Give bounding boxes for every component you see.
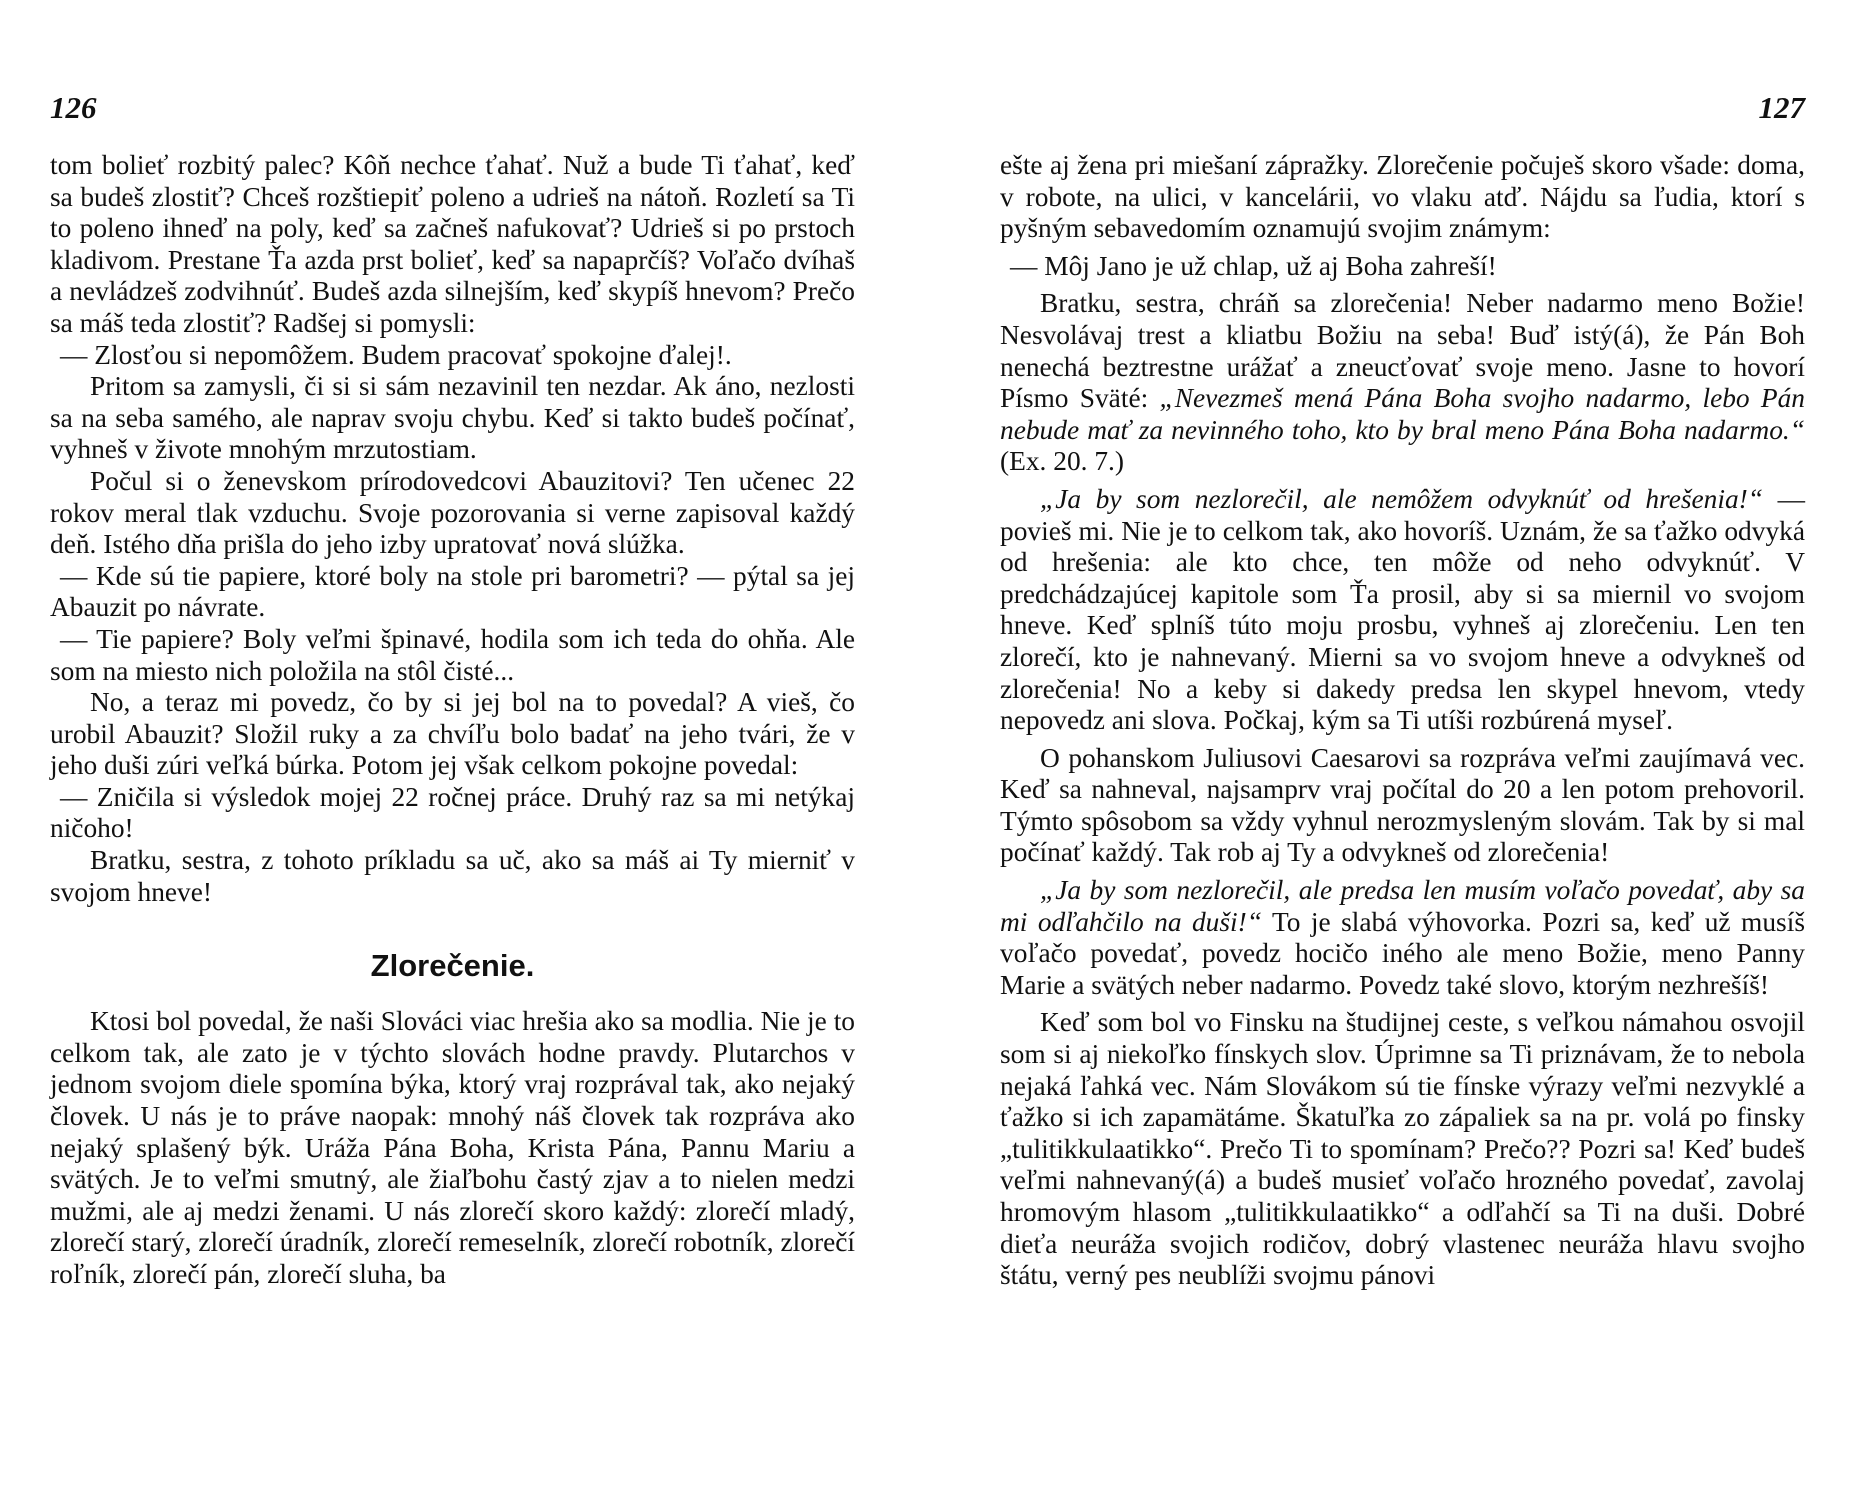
paragraph <box>1000 484 1805 737</box>
quote: „Ja by som nezlorečil, ale predsa len musím voľačo povedať, aby sa mi odľahčilo na duši!“ <box>1000 875 1805 937</box>
page-body <box>1000 150 1805 1292</box>
scripture-reference: (Ex. 20. 7.) <box>1000 446 1124 477</box>
paragraph <box>1000 288 1805 478</box>
paragraph: O pohanskom Juliusovi Caesarovi sa rozpráva veľmi zaujímavá vec. Keď sa nahneval, najsamprv vraj počítal do 20 a len potom prehovoril. Týmto spôsobom sa vždy vyhnul nerozmysleným slovám. Tak by si mal počínať každý. Tak rob aj Ty a odvykneš od zlorečenia! <box>1000 742 1805 868</box>
paragraph <box>1000 875 1805 1001</box>
paragraph: tom bolieť rozbitý palec? Kôň nechce ťahať. Nuž a bude Ti ťahať, keď sa budeš zlostiť? Chceš rozštiepiť poleno a udrieš na nátoň. Rozletí sa Ti to poleno ihneď na poly, keď sa začneš nafukovať? Udrieš si po prstoch kladivom. Prestane Ťa azda prst bolieť, keď sa napaprčíš? Voľačo dvíhaš a nevládzeš zodvihnúť. Budeš azda silnejším, keď skypíš hnevom? Prečo sa máš teda zlostiť? Radšej si pomysli: <box>50 150 855 338</box>
paragraph: Keď som bol vo Finsku na študijnej ceste, s veľkou námahou osvojil som si aj niekoľko fínskych slov. Úprimne sa Ti priznávam, že to nebola nejaká ľahká vec. Nám Slovákom sú tie fínske výrazy veľmi nezvyklé a ťažko si ich zapamätáme. Škatuľka zo zápaliek sa na pr. volá po finsky „tulitikkulaatikko“. Prečo Ti to spomínam? Prečo?? Pozri sa! Keď budeš veľmi nahnevaný(á) a budeš musieť voľačo hrozného povedať, zavolaj hromovým hlasom „tulitikkulaatikko“ a odľahčí sa Ti na duši. Dobré dieťa neuráža svojich rodičov, dobrý vlastenec neuráža hlavu svojho štátu, verný pes neublíži svojmu pánovi <box>1000 1007 1805 1291</box>
paragraph: Počul si o ženevskom prírodovedcovi Abauzitovi? Ten učenec 22 rokov meral tlak vzduchu. Svoje pozorovania si verne zapisoval každý deň. Istého dňa prišla do jeho izby upratovať nová slúžka. <box>50 465 855 560</box>
dialogue-line: — Zničila si výsledok mojej 22 ročnej práce. Druhý raz sa mi netýkaj ničoho! <box>50 781 855 844</box>
paragraph: ešte aj žena pri miešaní zápražky. Zlorečenie počuješ skoro všade: doma, v robote, na ulici, v kancelárii, vo vlaku atď. Nájdu sa ľudia, ktorí s pyšným sebavedomím oznamujú svojim známym: <box>1000 150 1805 244</box>
dialogue-line: — Tie papiere? Boly veľmi špinavé, hodila som ich teda do ohňa. Ale som na miesto nich položila na stôl čisté... <box>50 623 855 686</box>
dialogue-line: — Môj Jano je už chlap, už aj Boha zahreší! <box>1010 250 1497 281</box>
paragraph: No, a teraz mi povedz, čo by si jej bol na to povedal? A vieš, čo urobil Abauzit? Složil ruky a za chvíľu bolo badať na jeho tvári, že v jeho duši zúri veľká búrka. Potom jej však celkom pokojne povedal: <box>50 687 855 781</box>
dialogue-line: — Zlosťou si nepomôžem. Budem pracovať spokojne ďalej!. <box>60 339 732 370</box>
paragraph: Bratku, sestra, z tohoto príkladu sa uč, ako sa máš ai Ty mierniť v svojom hneve! <box>50 845 855 907</box>
paragraph-text: — povieš mi. Nie je to celkom tak, ako hovoríš. Uznám, že sa ťažko odvyká od hrešenia: ale kto chce, ten môže od neho odvyknúť. V predchádzajúcej kapitole som Ťa prosil, aby si sa miernil vo svojom hneve. Keď splníš túto moju prosbu, vyhneš aj zlorečeniu. Len ten zlorečí, kto je nahnevaný. Mierni sa vo svojom hneve a odvykneš od zlorečenia! No a keby si dakedy predsa len skypel hnevom, vtedy nepovedz ani slova. Počkaj, kým sa Ti utíši rozbúrená myseľ. <box>1000 483 1805 736</box>
paragraph: Pritom sa zamysli, či si si sám nezavinil ten nezdar. Ak áno, nezlosti sa na seba samého, ale naprav svoju chybu. Keď si takto budeš počínať, vyhneš v živote mnohým mrzutostiam. <box>50 371 855 465</box>
paragraph: Ktosi bol povedal, že naši Slováci viac hrešia ako sa modlia. Nie je to celkom tak, ale zato je v týchto slovách hodne pravdy. Plutarchos v jednom svojom diele spomína býka, ktorý vraj rozprával tak, ako nejaký človek. U nás je to práve naopak: mnohý náš človek tak rozpráva ako nejaký splašený býk. Uráža Pána Boha, Krista Pána, Pannu Mariu a svätých. Je to veľmi smutný, ale žiaľbohu častý zjav a to nielen medzi mužmi, ale aj medzi ženami. U nás zlorečí skoro každý: zlorečí mladý, zlorečí starý, zlorečí úradník, zlorečí remeselník, zlorečí robotník, zlorečí roľník, zlorečí pán, zlorečí sluha, ba <box>50 1006 855 1289</box>
paragraph-text: Bratku, sestra, chráň sa zlorečenia! Neber nadarmo meno Božie! Nesvolávaj trest a kliatbu Božiu na seba! Buď istý(á), že Pán Boh nenechá beztrestne urážať a zneucťovať svoje meno. Jasne to hovorí Písmo Sväté: <box>1000 288 1805 414</box>
dialogue-line: — Kde sú tie papiere, ktoré boly na stole pri barometri? — pýtal sa jej Abauzit po návrate. <box>50 560 855 623</box>
page-number: 127 <box>1758 90 1805 125</box>
page-number: 126 <box>50 90 97 125</box>
scripture-quote: „Nevezmeš mená Pána Boha svojho nadarmo, lebo Pán nebude mať za nevinného toho, kto by bral meno Pána Boha nadarmo.“ <box>1000 383 1805 445</box>
quote: „Ja by som nezlorečil, ale nemôžem odvyknúť od hrešenia!“ <box>1040 483 1764 514</box>
paragraph-text: To je slabá výhovorka. Pozri sa, keď už musíš voľačo povedať, povedz hocičo iného ale meno Božie, meno Panny Marie a svätých neber nadarmo. Povedz také slovo, ktorým nezhrešíš! <box>1000 906 1805 1000</box>
section-heading: Zlorečenie. <box>370 948 535 984</box>
page-body <box>50 150 855 1291</box>
